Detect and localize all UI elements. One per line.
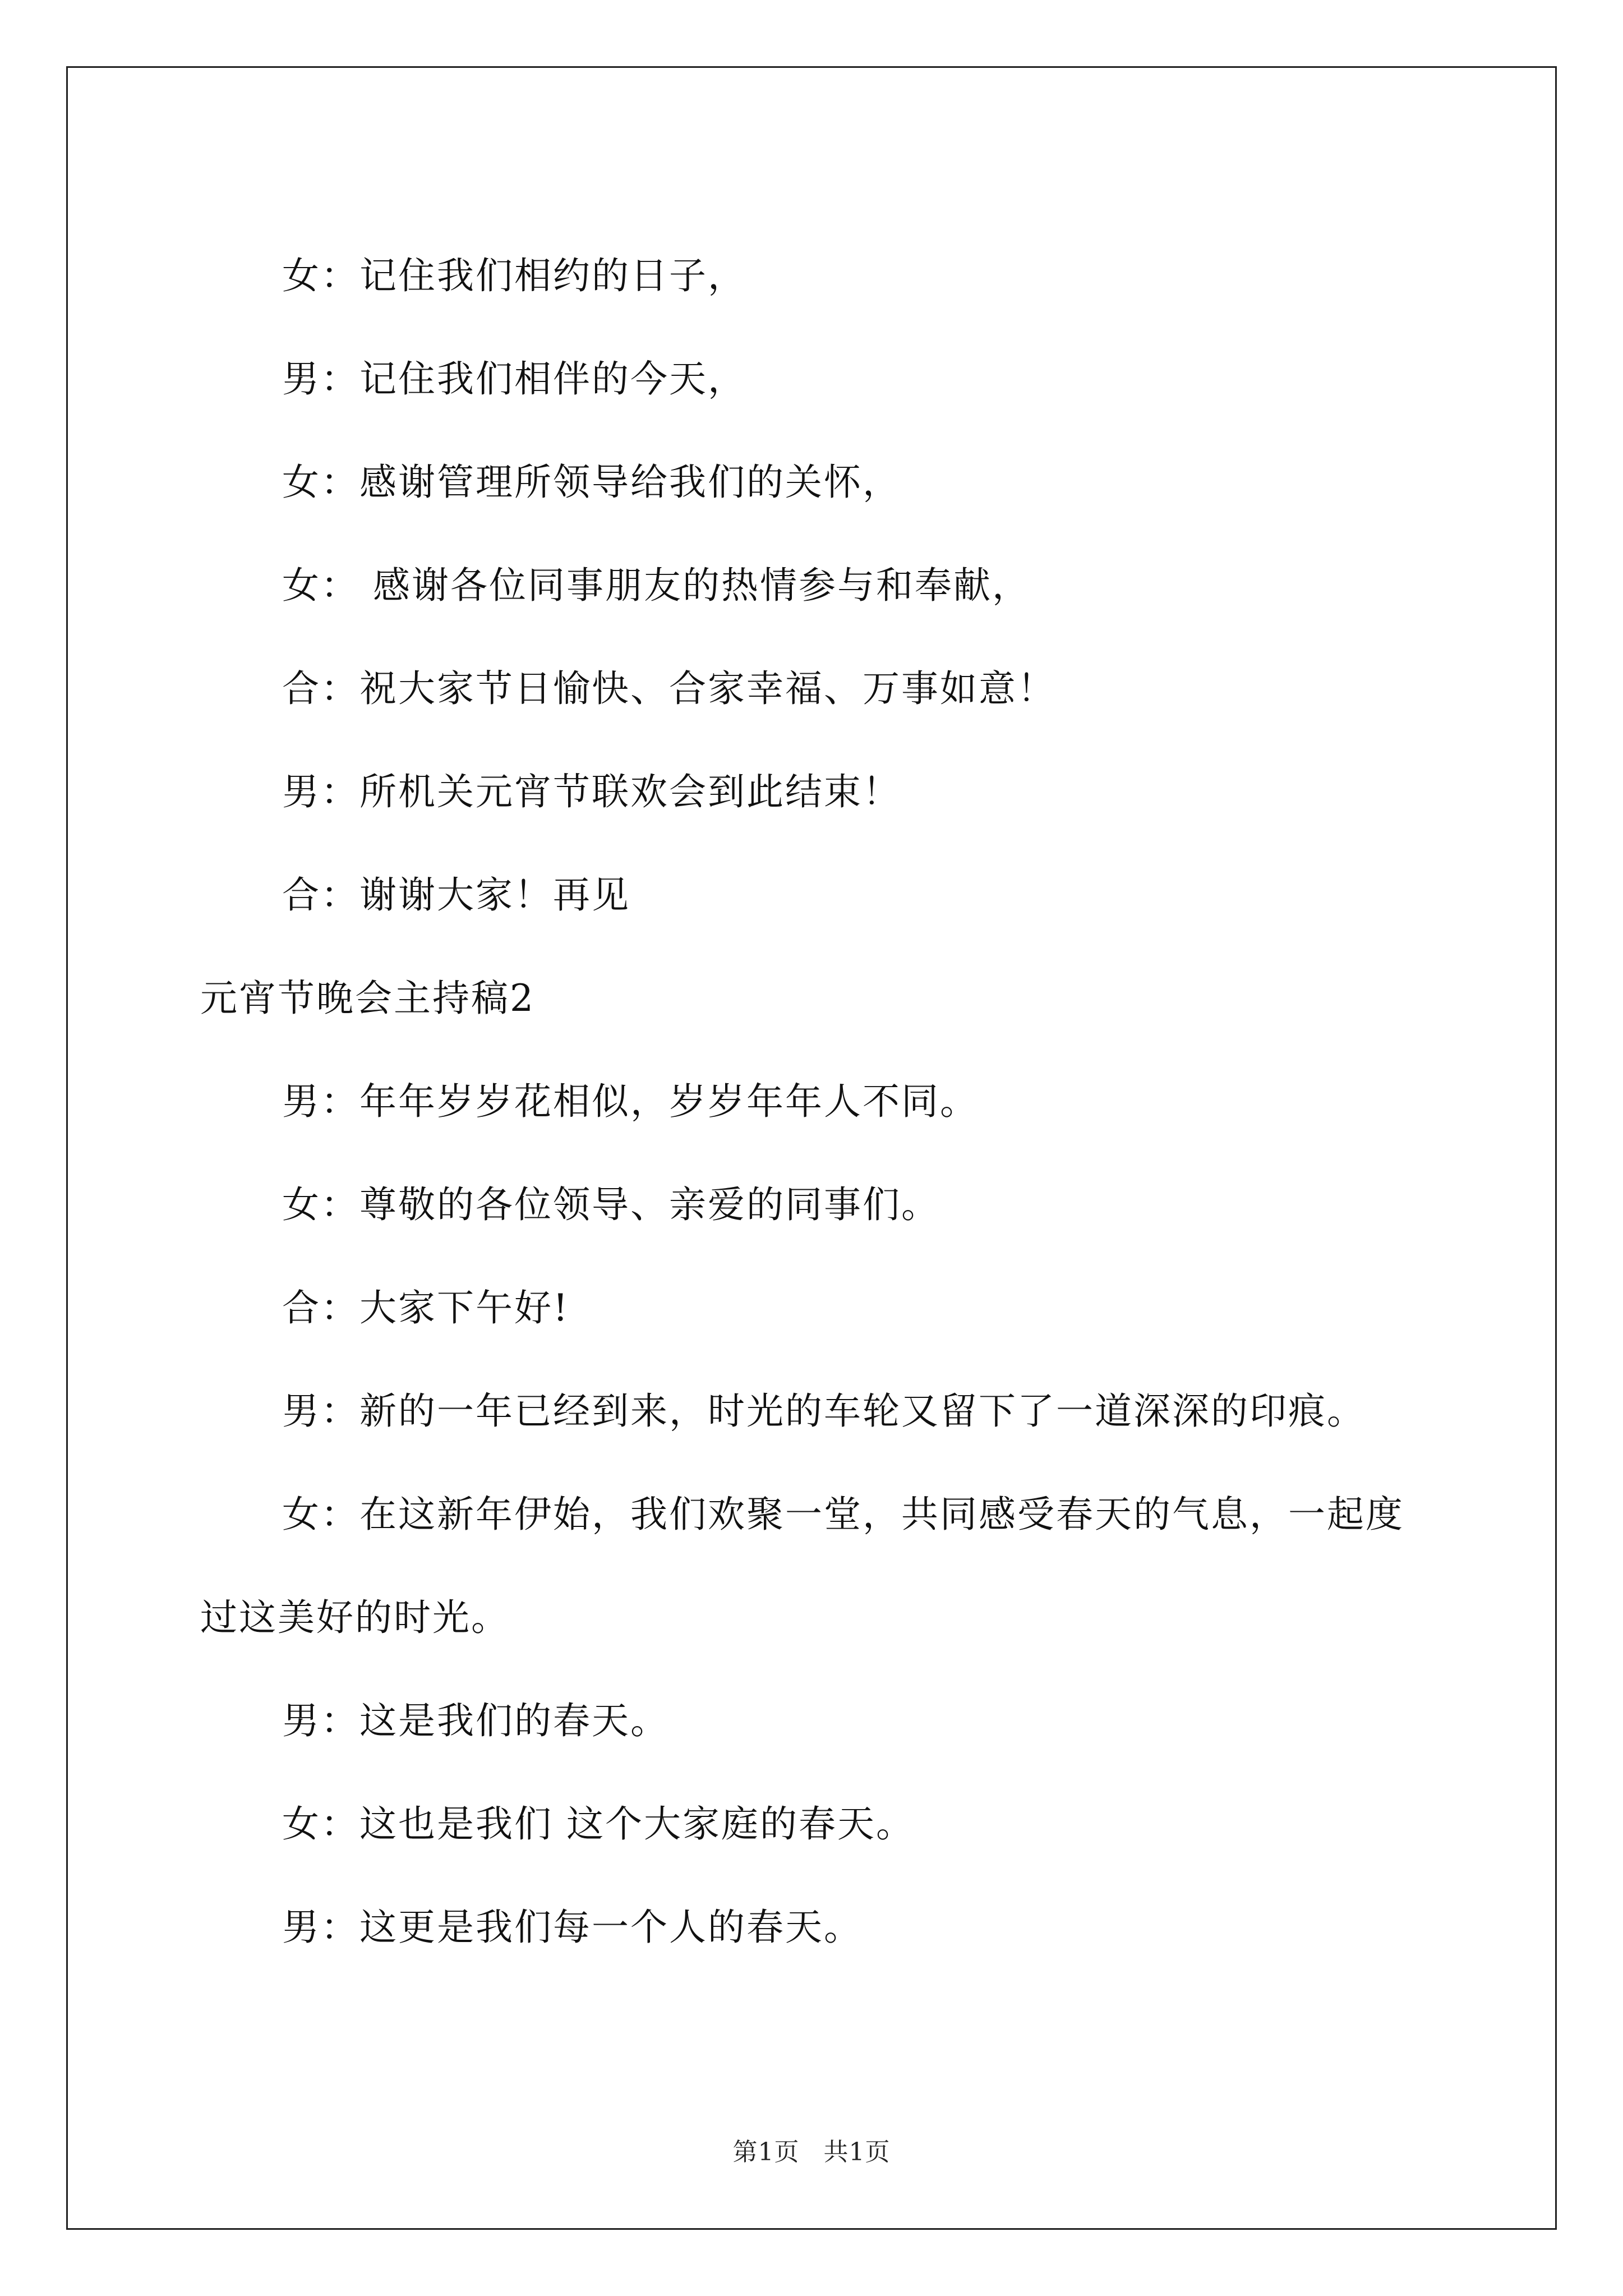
paragraph-16: 男：这更是我们每一个人的春天。 bbox=[282, 1906, 863, 1949]
paragraph-15: 女：这也是我们 这个大家庭的春天。 bbox=[282, 1802, 915, 1846]
paragraph-11: 合：大家下午好! bbox=[282, 1286, 570, 1329]
document-body bbox=[200, 224, 1437, 1979]
page-number-total: 共1页 bbox=[823, 2138, 891, 2166]
paragraph-9: 男：年年岁岁花相似，岁岁年年人不同。 bbox=[282, 1080, 979, 1123]
page-number-current: 第1页 bbox=[732, 2138, 800, 2166]
paragraph-5: 合：祝大家节日愉快、合家幸福、万事如意！ bbox=[282, 667, 1056, 710]
paragraph-10: 女：尊敬的各位领导、亲爱的同事们。 bbox=[282, 1183, 940, 1226]
paragraph-1: 女：记住我们相约的日子， bbox=[282, 254, 746, 297]
paragraph-3: 女：感谢管理所领导给我们的关怀， bbox=[282, 461, 901, 504]
paragraph-13: 女：在这新年伊始，我们欢聚一堂，共同感受春天的气息，一起度过这美好的时光。 bbox=[200, 1493, 1404, 1639]
paragraph-12: 男：新的一年已经到来，时光的车轮又留下了一道深深的印痕。 bbox=[282, 1389, 1366, 1433]
page-footer bbox=[0, 2132, 1623, 2168]
paragraph-7: 合：谢谢大家！再见 bbox=[282, 873, 630, 917]
paragraph-2: 男：记住我们相伴的今天， bbox=[282, 357, 746, 401]
paragraph-6: 男：所机关元宵节联欢会到此结束！ bbox=[282, 770, 901, 813]
paragraph-4: 女： 感谢各位同事朋友的热情参与和奉献， bbox=[282, 564, 1031, 607]
paragraph-14: 男：这是我们的春天。 bbox=[282, 1699, 669, 1742]
section-heading: 元宵节晚会主持稿2 bbox=[200, 977, 535, 1020]
